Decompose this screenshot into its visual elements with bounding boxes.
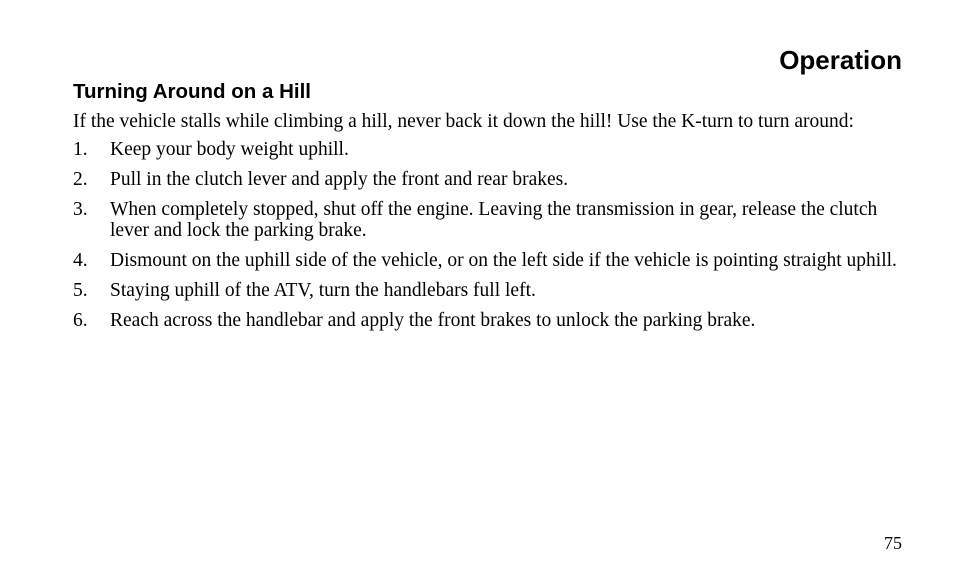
section-header: Operation [779,45,902,75]
list-item [73,199,905,241]
step-number: 2. [73,169,88,190]
page-number: 75 [884,533,902,553]
list-item [73,310,905,331]
step-text: Pull in the clutch lever and apply the front and rear brakes. [110,169,569,190]
list-item [73,169,905,190]
step-number: 5. [73,280,88,301]
step-text: Dismount on the uphill side of the vehicle, or on the left side if the vehicle is pointing straight uphill. [110,250,897,271]
step-list [73,139,905,331]
step-number: 3. [73,199,88,220]
list-item [73,139,905,160]
step-number: 4. [73,250,88,271]
list-item [73,280,905,301]
section-heading: Turning Around on a Hill [73,80,311,103]
page-content [73,79,905,340]
step-number: 1. [73,139,88,160]
step-text: When completely stopped, shut off the engine. Leaving the transmission in gear, release the clutch lever and lock the parking brake. [110,199,878,241]
intro-paragraph: If the vehicle stalls while climbing a hill, never back it down the hill! Use the K-turn to turn around: [73,111,854,132]
step-text: Keep your body weight uphill. [110,139,349,160]
step-text: Staying uphill of the ATV, turn the handlebars full left. [110,280,536,301]
step-number: 6. [73,310,88,331]
list-item [73,250,905,271]
step-text: Reach across the handlebar and apply the front brakes to unlock the parking brake. [110,310,756,331]
